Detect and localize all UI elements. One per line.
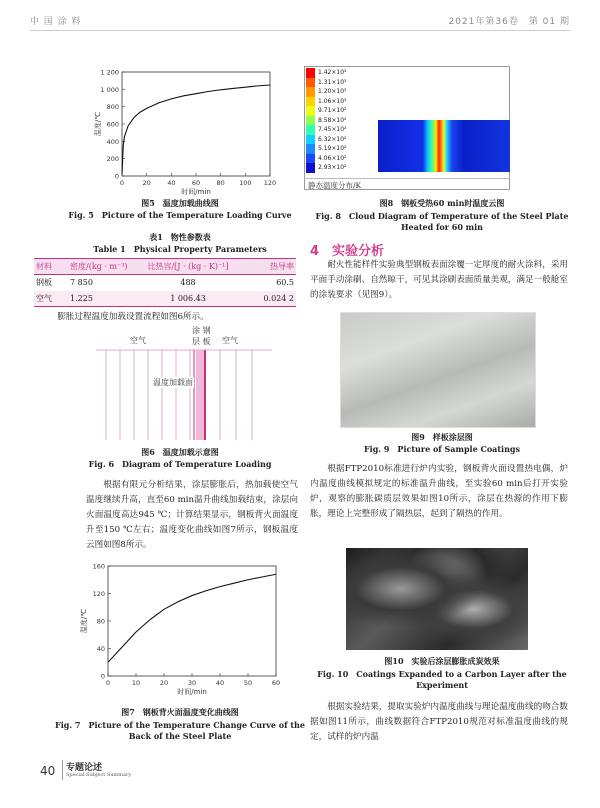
legend-label: 6.32×10² — [318, 135, 347, 143]
fig7-chart — [80, 558, 284, 698]
legend-swatch — [306, 135, 315, 145]
fig6-coating-layer — [204, 350, 206, 440]
table-row — [34, 275, 296, 291]
legend-swatch — [306, 116, 315, 126]
legend-label: 1.42×10³ — [318, 69, 347, 77]
y-tick-label: 1 200 — [100, 68, 119, 77]
section-4-paragraph: 耐火性能样件实验典型钢板表面涂覆一定厚度的耐火涂料，采用平面手动涂刷、自然晾干，可见其涂刷表面质量美观，满足一般舱室的涂装要求（见图9）。 — [310, 260, 568, 300]
x-tick-label: 50 — [243, 679, 253, 687]
fig8-caption-en-2: Heated for 60 min — [400, 222, 483, 232]
paragraph-3: 根据FTP2010标准进行炉内实验，钢板背火面设置热电偶，炉内温度曲线模拟规定的标准温升曲线，至实验60 min后打开实验炉，观察的膨胀碳质层效果如图10所示，涂层在热源的作用下膨胀，理论上完整形成了隔热层，起到了隔热的作用。 — [310, 464, 568, 519]
section-4-title: 4 实验分析 — [310, 244, 385, 259]
footer-section-en: Special Subject Summary — [66, 772, 132, 778]
legend-label: 1.06×10³ — [318, 97, 347, 105]
plot-frame — [122, 72, 270, 176]
fig6-label-layer: 层 板 — [192, 337, 211, 346]
x-tick-label: 20 — [142, 179, 151, 187]
legend-label: 5.19×10² — [318, 145, 347, 153]
paragraph-2: 根据有限元分析结果，涂层膨胀后，热加载使空气温度继续升高，直至60 min温升曲线加载结束，涂层向火面温度高达945 ℃；计算结果显示，钢板背火面温度升至150 ℃左右；温度变化曲线如图7所示，钢板温度云图如图8所示。 — [86, 480, 298, 550]
fig6-grid-lines — [106, 350, 252, 440]
fig10-photo — [346, 548, 528, 650]
legend-label: 7.45×10² — [318, 126, 347, 134]
x-tick-label: 100 — [239, 179, 252, 187]
legend-swatch — [306, 78, 315, 88]
footer-divider — [62, 760, 63, 780]
fig6-label-air-left: 空气 — [130, 336, 146, 345]
x-tick-label: 120 — [263, 179, 277, 187]
table-cell: 空气 — [34, 291, 68, 307]
y-tick-label: 0 — [114, 172, 119, 181]
legend-swatch — [306, 144, 315, 154]
footer-section-cn: 专题论述 — [66, 763, 103, 773]
x-tick-label: 40 — [167, 179, 176, 187]
fig10-caption-en-2: Experiment — [416, 680, 468, 690]
issue-info: 2021年第36卷 第 01 期 — [448, 17, 570, 27]
x-tick-label: 40 — [215, 679, 225, 687]
fig8-legend — [306, 68, 346, 173]
table-cell: 钢板 — [36, 278, 52, 288]
y-tick-label: 400 — [106, 137, 119, 146]
table-cell: 7 850 — [70, 278, 93, 288]
legend-swatch — [306, 154, 315, 164]
legend-label: 1.20×10³ — [318, 88, 347, 96]
y-tick-label: 40 — [96, 645, 105, 653]
x-tick-label: 10 — [131, 679, 141, 687]
legend-label: 8.58×10² — [318, 116, 347, 124]
fig9-caption-cn: 图9 样板涂层图 — [411, 432, 473, 442]
fig7-caption-cn: 图7 钢板背火面温度变化曲线图 — [121, 707, 239, 717]
fig5-caption-en: Fig. 5 Picture of the Temperature Loading Curve — [68, 210, 292, 220]
series-line — [122, 85, 270, 174]
table-header-cell: 比热容/[J · (kg · K)⁻¹] — [130, 259, 246, 275]
fig7-caption-en-1: Fig. 7 Picture of the Temperature Change Curve of the — [55, 720, 305, 730]
paragraph-1: 膨胀过程温度加载设置流程如图6所示。 — [57, 312, 209, 322]
fig8-caption-cn: 图8 钢板受热60 min时温度云图 — [379, 198, 505, 208]
table1-title-en: Table 1 Physical Property Parameters — [93, 244, 267, 254]
paragraph-4: 根据实验结果，提取实验炉内温度曲线与理论温度曲线的吻合数据如图11所示，曲线数据符合FTP2010规范对标准温度曲线的规定，试样的炉内温 — [310, 702, 568, 742]
y-tick-label: 80 — [96, 617, 105, 626]
legend-entry — [306, 125, 346, 135]
legend-label: 9.71×10² — [318, 107, 347, 115]
y-axis-label: 温度/℃ — [80, 608, 88, 634]
y-axis-label: 温度/℃ — [94, 111, 102, 137]
legend-entry — [306, 135, 346, 145]
fig10-caption-en-1: Fig. 10 Coatings Expanded to a Carbon Layer after the — [317, 669, 567, 679]
legend-entry — [306, 97, 346, 107]
fig8-temperature-field — [378, 120, 510, 172]
legend-entry — [306, 87, 346, 97]
x-tick-label: 0 — [105, 679, 111, 687]
x-tick-label: 20 — [159, 679, 169, 687]
header-divider — [30, 30, 570, 31]
plot-frame — [108, 566, 276, 676]
legend-swatch — [306, 106, 315, 116]
x-tick-label: 60 — [191, 179, 201, 187]
fig6-label-air-right: 空气 — [222, 336, 238, 345]
table-cell: 0.024 2 — [246, 291, 296, 307]
table-header-cell: 密度/(kg · m⁻³) — [68, 259, 130, 275]
x-tick-label: 30 — [187, 679, 197, 687]
legend-swatch — [306, 125, 315, 135]
y-tick-label: 160 — [92, 562, 105, 571]
y-tick-label: 0 — [100, 672, 105, 681]
legend-entry — [306, 116, 346, 126]
table-cell: 60.5 — [276, 278, 294, 288]
fig10-caption-cn: 图10 实验后涂层膨胀成炭效果 — [384, 656, 500, 666]
legend-entry — [306, 154, 346, 164]
fig6-label-surface: 温度加载面 — [153, 378, 193, 387]
series-line — [108, 574, 276, 662]
legend-swatch — [306, 87, 315, 97]
legend-swatch — [306, 163, 315, 173]
y-tick-label: 120 — [92, 590, 105, 598]
table1-title-cn: 表1 物性参数表 — [149, 232, 211, 242]
fig5-caption-cn: 图5 温度加载曲线图 — [141, 198, 219, 208]
x-axis-label: 时间/min — [181, 188, 211, 196]
table-cell: 1.225 — [68, 291, 130, 307]
legend-entry — [306, 106, 346, 116]
y-tick-label: 1 000 — [100, 85, 119, 94]
legend-entry — [306, 144, 346, 154]
journal-name: 中 国 涂 料 — [30, 17, 82, 27]
legend-label: 4.06×10² — [318, 154, 347, 162]
y-tick-label: 800 — [106, 103, 119, 112]
legend-entry — [306, 78, 346, 88]
fig5-chart — [86, 66, 276, 196]
fig9-photo — [340, 312, 536, 428]
fig6-steel-plate — [196, 350, 204, 440]
fig6-label-steel: 涂 钢 — [192, 326, 211, 335]
fig6-caption-en: Fig. 6 Diagram of Temperature Loading — [88, 459, 272, 469]
fig6-caption-cn: 图6 温度加载示意图 — [141, 447, 219, 457]
legend-label: 1.31×10³ — [318, 78, 347, 86]
legend-entry — [306, 68, 346, 78]
table-row — [34, 291, 296, 307]
x-axis-label: 时间/min — [177, 688, 207, 696]
y-tick-label: 200 — [106, 155, 119, 164]
fig8-caption-en-1: Fig. 8 Cloud Diagram of Temperature of the Steel Plate — [315, 211, 569, 221]
legend-label: 2.93×10² — [318, 164, 347, 172]
x-tick-label: 60 — [271, 679, 281, 687]
page-number: 40 — [40, 764, 56, 778]
legend-swatch — [306, 68, 315, 78]
fig8-footer: 静态温度分布/K — [304, 178, 510, 190]
legend-swatch — [306, 97, 315, 107]
table-cell: 1 006.43 — [130, 291, 246, 307]
y-tick-label: 600 — [106, 120, 119, 129]
legend-entry — [306, 163, 346, 173]
x-tick-label: 80 — [216, 179, 225, 187]
fig9-caption-en: Fig. 9 Picture of Sample Coatings — [363, 444, 520, 454]
table-cell: 488 — [180, 278, 196, 288]
fig7-caption-en-2: Back of the Steel Plate — [128, 731, 232, 741]
table-header-cell: 热导率 — [246, 259, 296, 275]
x-tick-label: 0 — [119, 179, 125, 187]
table-header-row — [34, 259, 296, 275]
table-header-cell: 材料 — [34, 259, 68, 275]
table1 — [34, 258, 296, 307]
